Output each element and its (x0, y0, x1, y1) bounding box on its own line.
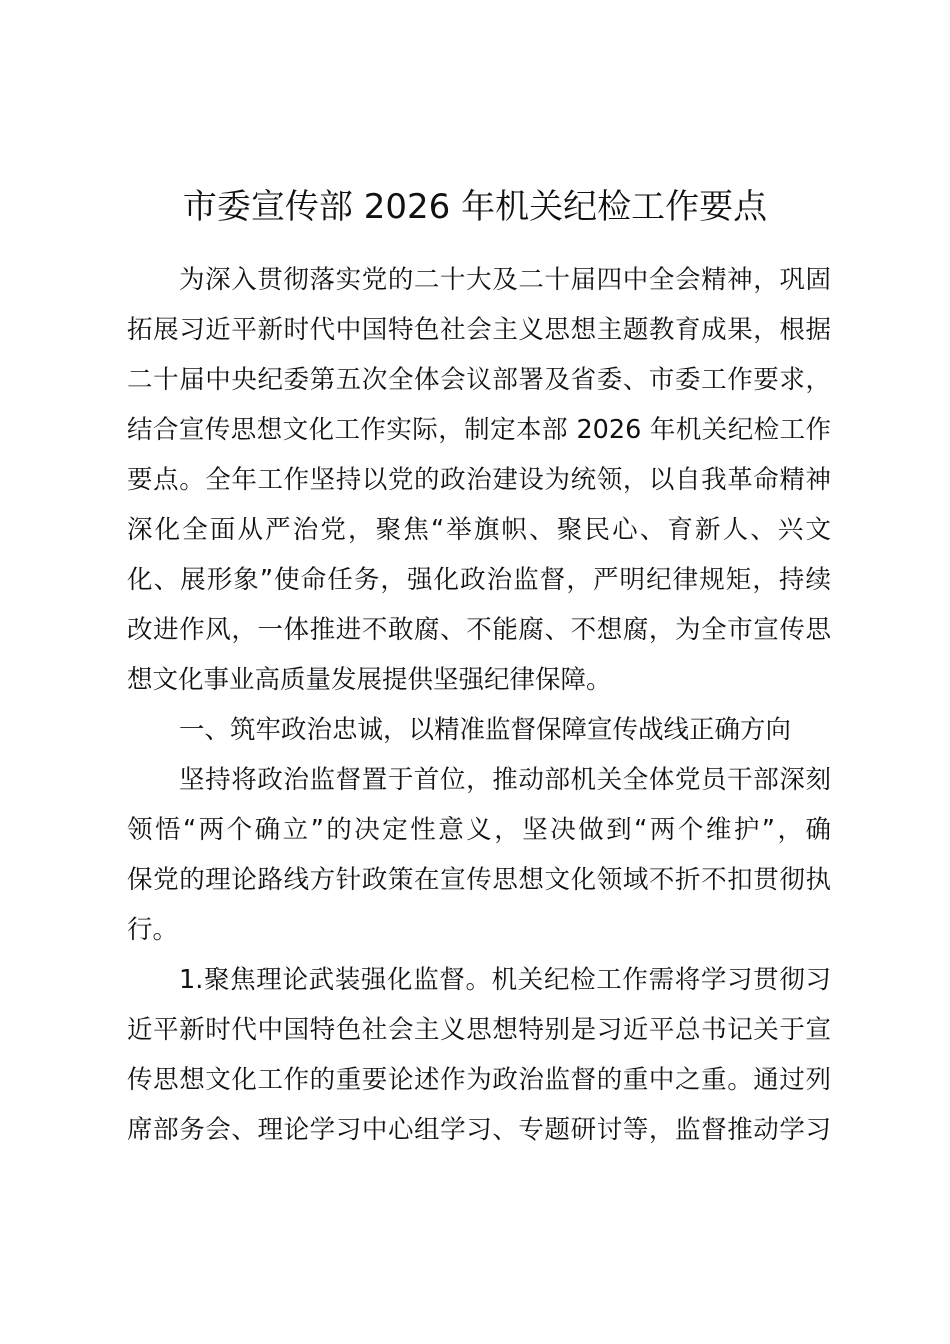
text-line: 深化全面从严治党，聚焦“举旗帜、聚民心、育新人、兴文 (127, 515, 831, 545)
text-line: 行。 (127, 915, 179, 945)
text-line: 要点。全年工作坚持以党的政治建设为统领，以自我革命精神 (127, 465, 831, 495)
text-line: 改进作风，一体推进不敢腐、不能腐、不想腐，为全市宣传思 (127, 615, 831, 645)
text-line: 拓展习近平新时代中国特色社会主义思想主题教育成果，根据 (127, 315, 831, 345)
section-heading-text: 一、筑牢政治忠诚，以精准监督保障宣传战线正确方向 (179, 715, 792, 745)
text-line: 坚持将政治监督置于首位，推动部机关全体党员干部深刻 (179, 765, 831, 795)
document-title: 市委宣传部 2026 年机关纪检工作要点 (182, 187, 768, 227)
text-line: 席部务会、理论学习中心组学习、专题研讨等，监督推动学习 (127, 1115, 831, 1145)
text-line: 结合宣传思想文化工作实际，制定本部 2026 年机关纪检工作 (127, 415, 831, 445)
document-body (127, 255, 831, 1155)
paragraph-intro (127, 255, 831, 705)
paragraph-item-1 (127, 955, 831, 1155)
section-heading-1 (127, 705, 831, 755)
paragraph-political-supervision (127, 755, 831, 955)
text-line: 传思想文化工作的重要论述作为政治监督的重中之重。通过列 (127, 1065, 831, 1095)
text-line: 化、展形象”使命任务，强化政治监督，严明纪律规矩，持续 (127, 565, 831, 595)
text-line: 领悟“两个确立”的决定性意义，坚决做到“两个维护”，确 (127, 815, 831, 845)
text-line: 想文化事业高质量发展提供坚强纪律保障。 (127, 665, 612, 695)
text-line: 1.聚焦理论武装强化监督。机关纪检工作需将学习贯彻习 (179, 965, 831, 995)
text-line: 近平新时代中国特色社会主义思想特别是习近平总书记关于宣 (127, 1015, 831, 1045)
text-line: 为深入贯彻落实党的二十大及二十届四中全会精神，巩固 (179, 265, 831, 295)
text-line: 保党的理论路线方针政策在宣传思想文化领域不折不扣贯彻执 (127, 865, 831, 895)
text-line: 二十届中央纪委第五次全体会议部署及省委、市委工作要求， (127, 365, 831, 395)
